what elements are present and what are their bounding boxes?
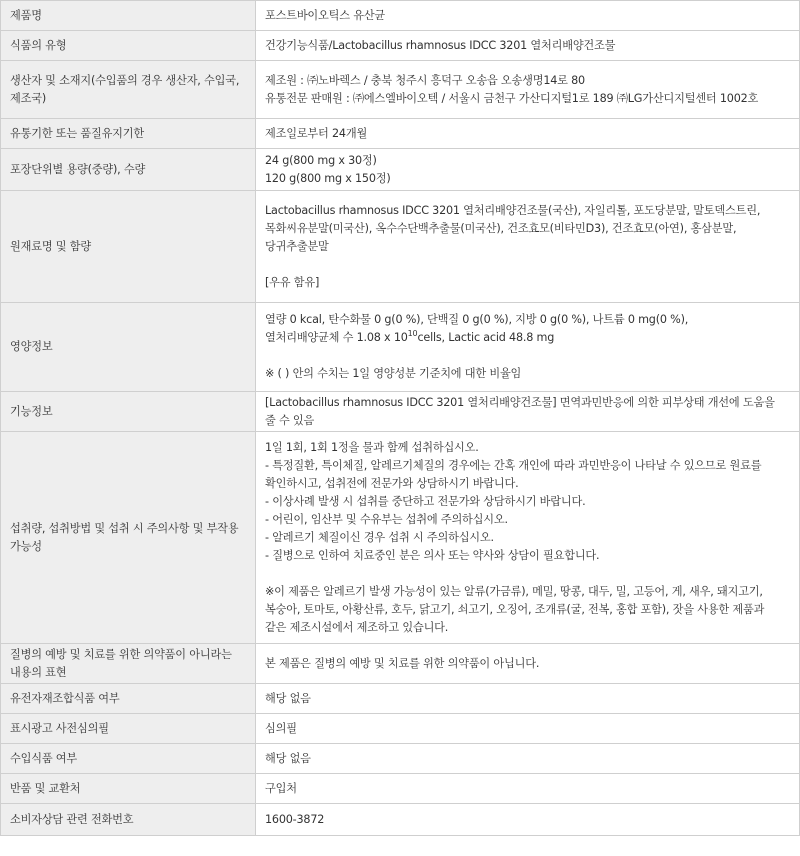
row-value (256, 31, 800, 61)
value-line: 유통전문 판매원 : ㈜에스엘바이오텍 / 서울시 금천구 가산디지털1로 189 ㈜LG가산디지털센터 1002호 (265, 91, 759, 105)
row-label: 식품의 유형 (1, 31, 256, 61)
row-value (256, 804, 800, 836)
row-not-medicine (1, 644, 800, 684)
value-line: 해당 없음 (265, 751, 311, 765)
value-line: - 특정질환, 특이체질, 알레르기체질의 경우에는 간혹 개인에 따라 과민반응이 나타날 수 있으므로 원료를 확인하시고, 섭취전에 전문가와 상담하시기 바랍니다. (265, 458, 762, 490)
cell-count-prefix: 열처리배양균체 수 1.08 x 10 (265, 331, 408, 344)
row-value (256, 684, 800, 714)
blank-line (265, 347, 785, 365)
cell-count-suffix: cells, Lactic acid 48.8 mg (417, 331, 555, 344)
row-value (256, 119, 800, 149)
value-line: 열량 0 kcal, 탄수화물 0 g(0 %), 단백질 0 g(0 %), 지방 0 g(0 %), 나트륨 0 mg(0 %), (265, 313, 689, 326)
value-line: - 어린이, 임산부 및 수유부는 섭취에 주의하십시오. (265, 512, 508, 526)
row-value (256, 432, 800, 644)
row-label: 포장단위별 용량(중량), 수량 (1, 149, 256, 191)
value-line: - 질병으로 인하여 치료중인 분은 의사 또는 약사와 상담이 필요합니다. (265, 548, 600, 562)
product-info-body (1, 1, 800, 836)
row-function-info (1, 392, 800, 432)
row-label: 반품 및 교환처 (1, 774, 256, 804)
row-value (256, 392, 800, 432)
row-label: 제품명 (1, 1, 256, 31)
row-returns (1, 774, 800, 804)
row-food-type (1, 31, 800, 61)
row-label: 표시광고 사전심의필 (1, 714, 256, 744)
row-label: 수입식품 여부 (1, 744, 256, 774)
row-product-name (1, 1, 800, 31)
row-value (256, 744, 800, 774)
row-value (256, 61, 800, 119)
row-value (256, 191, 800, 303)
row-ad-review (1, 714, 800, 744)
value-line: Lactobacillus rhamnosus IDCC 3201 열처리배양건조물(국산), 자일리톨, 포도당분말, 말토덱스트린, 목화씨유분말(미국산), 옥수수단백추출물(미국산), 건조효모(비타민D3), 건조효모(아연), 홍삼분말, 당귀추출분말 (265, 203, 761, 253)
value-line: - 이상사례 발생 시 섭취를 중단하고 전문가와 상담하시기 바랍니다. (265, 494, 586, 508)
value-line: [우유 함유] (265, 275, 320, 289)
row-value (256, 1, 800, 31)
row-label: 기능정보 (1, 392, 256, 432)
row-label: 생산자 및 소재지(수입품의 경우 생산자, 수입국, 제조국) (1, 61, 256, 119)
row-label: 원재료명 및 함량 (1, 191, 256, 303)
row-label: 유통기한 또는 품질유지기한 (1, 119, 256, 149)
row-label: 유전자재조합식품 여부 (1, 684, 256, 714)
value-line: 해당 없음 (265, 691, 311, 705)
row-value (256, 303, 800, 392)
row-package-size (1, 149, 800, 191)
row-value (256, 644, 800, 684)
value-line: 1600-3872 (265, 812, 325, 826)
blank-line (265, 565, 785, 583)
row-imported (1, 744, 800, 774)
value-line: 구입처 (265, 781, 297, 795)
value-line: 1일 1회, 1회 1정을 물과 함께 섭취하십시오. (265, 440, 479, 454)
row-label: 소비자상담 관련 전화번호 (1, 804, 256, 836)
row-label: 섭취량, 섭취방법 및 섭취 시 주의사항 및 부작용 가능성 (1, 432, 256, 644)
blank-line (265, 256, 785, 274)
row-intake-caution (1, 432, 800, 644)
cell-count-line (265, 329, 785, 347)
value-line: ※ ( ) 안의 수치는 1일 영양성분 기준치에 대한 비율임 (265, 367, 522, 380)
row-ingredients (1, 191, 800, 303)
row-label: 영양정보 (1, 303, 256, 392)
value-line: 120 g(800 mg x 150정) (265, 171, 391, 185)
row-expiry (1, 119, 800, 149)
cell-count-exponent: 10 (407, 329, 418, 338)
row-label: 질병의 예방 및 치료를 위한 의약품이 아니라는 내용의 표현 (1, 644, 256, 684)
value-line: - 알레르기 체질이신 경우 섭취 시 주의하십시오. (265, 530, 494, 544)
row-nutrition (1, 303, 800, 392)
row-phone (1, 804, 800, 836)
value-line: [Lactobacillus rhamnosus IDCC 3201 열처리배양건조물] 면역과민반응에 의한 피부상태 개선에 도움을 줄 수 있음 (265, 395, 775, 427)
row-value (256, 774, 800, 804)
value-line: 건강기능식품/Lactobacillus rhamnosus IDCC 3201 열처리배양건조물 (265, 38, 616, 52)
row-value (256, 714, 800, 744)
value-line: 제조일로부터 24개월 (265, 126, 368, 140)
value-line: 포스트바이오틱스 유산균 (265, 8, 386, 22)
row-value (256, 149, 800, 191)
value-line: ※이 제품은 알레르기 발생 가능성이 있는 알류(가금류), 메밀, 땅콩, 대두, 밀, 고등어, 게, 새우, 돼지고기, 복숭아, 토마토, 아황산류, 호두, 닭고기, 쇠고기, 오징어, 조개류(굴, 전복, 홍합 포함), 잣을 사용한 제품과 같은 제조시설에서 제조하고 있습니다. (265, 584, 765, 634)
row-gmo (1, 684, 800, 714)
value-line: 제조원 : ㈜노바렉스 / 충북 청주시 흥덕구 오송읍 오송생명14로 80 (265, 73, 585, 87)
row-manufacturer (1, 61, 800, 119)
value-line: 본 제품은 질병의 예방 및 치료를 위한 의약품이 아닙니다. (265, 656, 540, 670)
value-line: 심의필 (265, 721, 297, 735)
value-line: 24 g(800 mg x 30정) (265, 153, 377, 167)
